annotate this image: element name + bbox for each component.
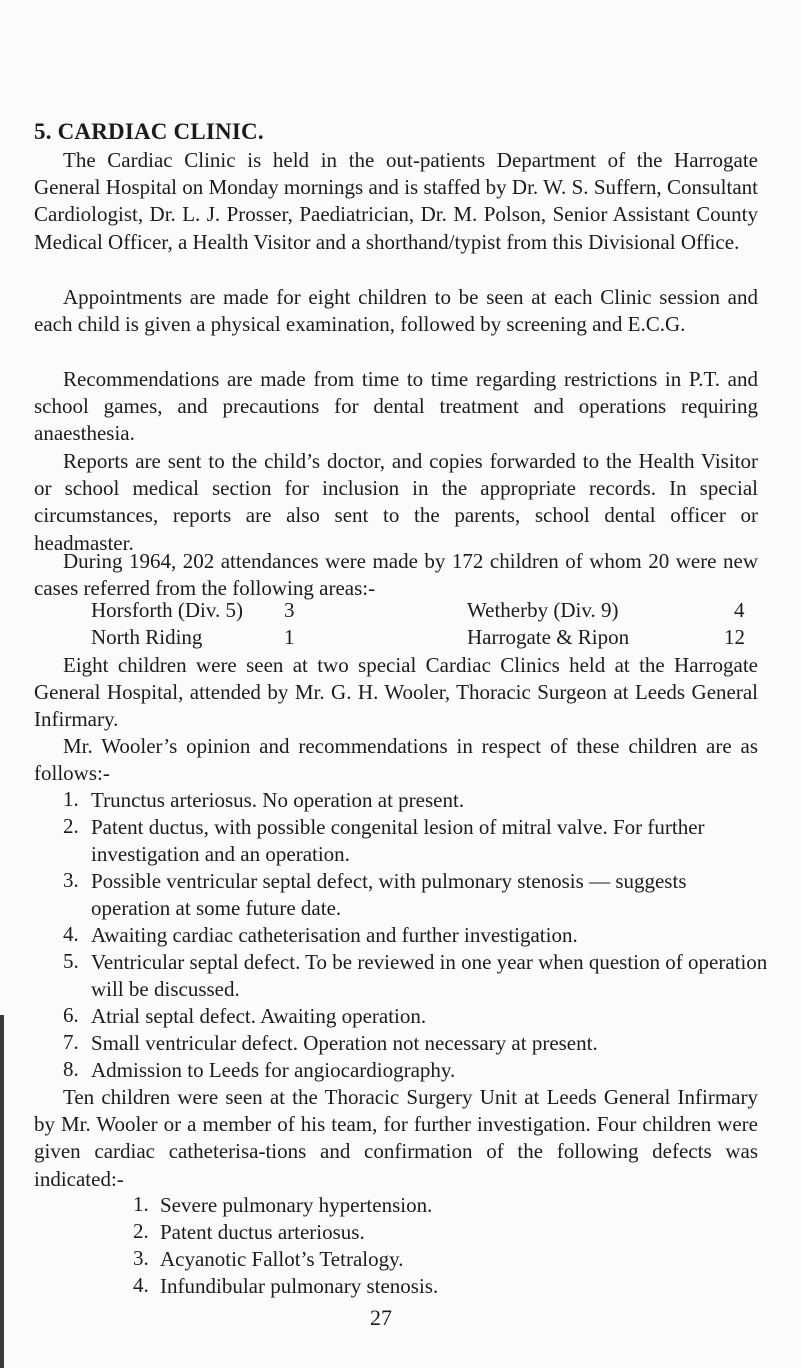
area-count: 1: [284, 625, 295, 649]
list-item-text: Infundibular pulmonary stenosis.: [160, 1274, 439, 1298]
list-item-number: 7.: [63, 1030, 79, 1054]
area-name: Wetherby (Div. 9): [467, 598, 619, 622]
area-name: Horsforth (Div. 5): [91, 598, 244, 622]
paragraph-clinic-staff: The Cardiac Clinic is held in the out-patients Department of the Harrogate General Hospital on Monday mornings and is staffed by Dr. W. S. Suffern, Consultant Cardiologist, Dr. L. J. Prosser, Paediatrician, Dr. M. Polson, Senior Assistant County Medical Officer, a Health Visitor and a shorthand/typist from this Divisional Office.: [34, 148, 758, 254]
list-item-number: 4.: [63, 922, 79, 946]
paragraph-appointments: Appointments are made for eight children to be seen at each Clinic session and each child is given a physical examination, followed by screening and E.C.G.: [34, 285, 758, 337]
list-item-text: Ventricular septal defect. To be reviewed in one year when question of operation will be discussed.: [91, 950, 768, 1002]
paragraph-attendances: During 1964, 202 attendances were made by 172 children of whom 20 were new cases referred from the following areas:-: [34, 549, 758, 601]
paragraph-recommendations: Recommendations are made from time to time regarding restrictions in P.T. and school games, and precautions for dental treatment and operations requiring anaesthesia.: [34, 367, 758, 446]
list-item-number: 3.: [63, 868, 79, 892]
list-item-number: 2.: [133, 1219, 149, 1243]
list-item-text: Patent ductus arteriosus.: [160, 1220, 365, 1244]
section-heading: 5. CARDIAC CLINIC.: [34, 119, 264, 144]
paragraph-opinion: Mr. Wooler’s opinion and recommendations in respect of these children are as follows:-: [34, 734, 758, 786]
area-count: 4: [734, 598, 745, 622]
area-count: 3: [284, 598, 295, 622]
area-name: North Riding: [91, 625, 203, 649]
list-item-number: 6.: [63, 1003, 79, 1027]
list-item-text: Awaiting cardiac catheterisation and further investigation.: [91, 923, 578, 947]
list-item-text: Trunctus arteriosus. No operation at present.: [91, 788, 465, 812]
list-item-number: 5.: [63, 949, 79, 973]
paragraph-reports: Reports are sent to the child’s doctor, and copies forwarded to the Health Visitor or school medical section for inclusion in the appropriate records. In special circumstances, reports are also sent to the parents, school dental officer or headmaster.: [34, 449, 758, 555]
list-item-number: 8.: [63, 1057, 79, 1081]
page-number: 27: [370, 1305, 392, 1330]
list-item-text: Atrial septal defect. Awaiting operation.: [91, 1004, 427, 1028]
list-item-number: 4.: [133, 1273, 149, 1297]
list-item-text: Severe pulmonary hypertension.: [160, 1193, 433, 1217]
list-item-number: 2.: [63, 814, 79, 838]
list-item-text: Patent ductus, with possible congenital lesion of mitral valve. For further investigation and an operation.: [91, 815, 705, 867]
list-item-number: 3.: [133, 1246, 149, 1270]
list-item-text: Acyanotic Fallot’s Tetralogy.: [160, 1247, 404, 1271]
area-name: Harrogate & Ripon: [467, 625, 630, 649]
list-item-text: Admission to Leeds for angiocardiography.: [91, 1058, 456, 1082]
list-item-number: 1.: [133, 1192, 149, 1216]
paragraph-special-clinics: Eight children were seen at two special Cardiac Clinics held at the Harrogate General Hospital, attended by Mr. G. H. Wooler, Thoracic Surgeon at Leeds General Infirmary.: [34, 653, 758, 732]
list-item-text: Possible ventricular septal defect, with pulmonary stenosis — suggests operation at some future date.: [91, 869, 687, 921]
paragraph-thoracic-unit: Ten children were seen at the Thoracic Surgery Unit at Leeds General Infirmary by Mr. Wooler or a member of his team, for further investigation. Four children were given cardiac catheterisa-tions and confirmation of the following defects was indicated:-: [34, 1085, 758, 1191]
list-item-number: 1.: [63, 787, 79, 811]
scan-edge-shadow: [0, 1015, 4, 1368]
list-item-text: Small ventricular defect. Operation not necessary at present.: [91, 1031, 598, 1055]
area-count: 12: [724, 625, 745, 649]
